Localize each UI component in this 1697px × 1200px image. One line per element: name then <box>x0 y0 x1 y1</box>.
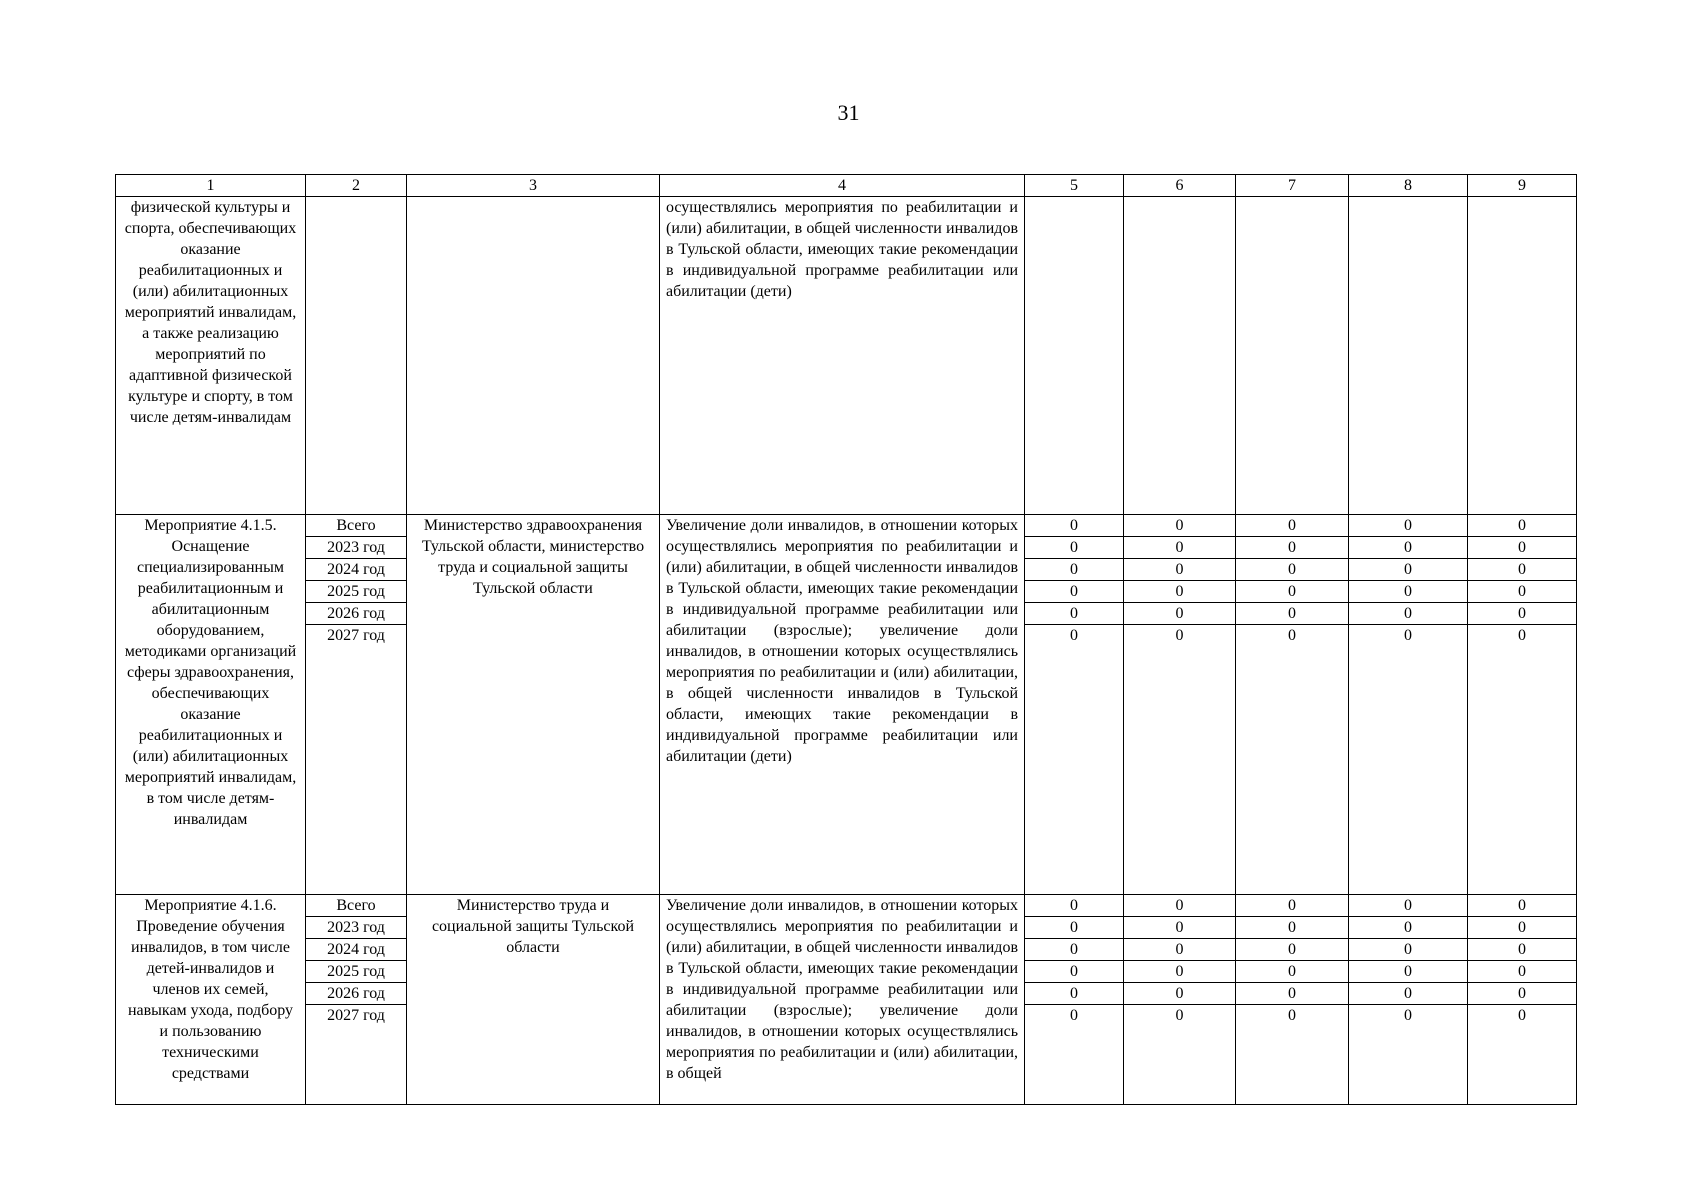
column-number: 8 <box>1349 175 1468 197</box>
indicator: Увеличение доли инвалидов, в отношении которых осуществлялись мероприятия по реабилитации и (или) абилитации, в общей численности инвалидов в Тульской области, имеющих такие рекомендации в индивидуальной программе реабилитации или абилитации (взрослые); увеличение доли инвалидов, в отношении которых осуществлялись мероприятия по реабилитации и (или) абилитации, в общей численности инвалидов в Тульской области, имеющих такие рекомендации в индивидуальной программе реабилитации или абилитации (дети) <box>660 515 1025 895</box>
value: 0 <box>1025 917 1123 939</box>
value: 0 <box>1025 559 1123 581</box>
value: 0 <box>1468 983 1576 1005</box>
value: 0 <box>1124 581 1235 603</box>
table-row <box>116 895 1577 1105</box>
value: 0 <box>1468 515 1576 537</box>
value: 0 <box>1236 515 1348 537</box>
measure-name: физической культуры и спорта, обеспечивающих оказание реабилитационных и (или) абилитационных мероприятий инвалидам, а также реализацию мероприятий по адаптивной физической культуре и спорту, в том числе детям-инвалидам <box>116 197 306 515</box>
value-cell <box>1349 895 1468 1105</box>
value: 0 <box>1236 581 1348 603</box>
value: 0 <box>1518 627 1526 644</box>
value: 0 <box>1236 939 1348 961</box>
value: 0 <box>1468 917 1576 939</box>
value-cell <box>1236 197 1349 515</box>
period-label: 2027 год <box>327 627 385 644</box>
measure-name: Мероприятие 4.1.6. Проведение обучения инвалидов, в том числе детей-инвалидов и членов их семей, навыкам ухода, подбору и пользованию техническими средствами <box>116 895 306 1105</box>
value-cell <box>1025 895 1124 1105</box>
value: 0 <box>1349 939 1467 961</box>
value: 0 <box>1468 895 1576 917</box>
indicator: Увеличение доли инвалидов, в отношении которых осуществлялись мероприятия по реабилитации и (или) абилитации, в общей численности инвалидов в Тульской области, имеющих такие рекомендации в индивидуальной программе реабилитации или абилитации (взрослые); увеличение доли инвалидов, в отношении которых осуществлялись мероприятия по реабилитации и (или) абилитации, в общей <box>660 895 1025 1105</box>
value: 0 <box>1468 559 1576 581</box>
value: 0 <box>1025 961 1123 983</box>
value: 0 <box>1025 939 1123 961</box>
period-cell <box>306 197 407 515</box>
period-cell <box>306 895 407 1105</box>
period-label: 2026 год <box>306 603 406 625</box>
value: 0 <box>1349 917 1467 939</box>
column-number: 1 <box>116 175 306 197</box>
value: 0 <box>1070 1007 1078 1024</box>
value: 0 <box>1124 961 1235 983</box>
executor: Министерство труда и социальной защиты Тульской области <box>407 895 660 1105</box>
value-cell <box>1349 197 1468 515</box>
period-label: 2025 год <box>306 961 406 983</box>
period-label: 2027 год <box>327 1007 385 1024</box>
indicator: осуществлялись мероприятия по реабилитации и (или) абилитации, в общей численности инвалидов в Тульской области, имеющих такие рекомендации в индивидуальной программе реабилитации или абилитации (дети) <box>660 197 1025 515</box>
value-cell <box>1236 515 1349 895</box>
period-label: Всего <box>306 895 406 917</box>
value-cell <box>1349 515 1468 895</box>
value-cell <box>1124 895 1236 1105</box>
column-number-row <box>116 175 1577 197</box>
value: 0 <box>1025 537 1123 559</box>
value: 0 <box>1025 983 1123 1005</box>
period-label: 2025 год <box>306 581 406 603</box>
value: 0 <box>1468 603 1576 625</box>
page-number: 31 <box>837 100 860 125</box>
value: 0 <box>1236 917 1348 939</box>
value-cell <box>1124 197 1236 515</box>
value: 0 <box>1124 939 1235 961</box>
value: 0 <box>1025 895 1123 917</box>
value: 0 <box>1236 537 1348 559</box>
value: 0 <box>1288 1007 1296 1024</box>
value: 0 <box>1124 537 1235 559</box>
value: 0 <box>1124 559 1235 581</box>
value: 0 <box>1468 939 1576 961</box>
value: 0 <box>1025 581 1123 603</box>
value-cell <box>1468 515 1577 895</box>
period-label: 2023 год <box>306 537 406 559</box>
period-cell <box>306 515 407 895</box>
value: 0 <box>1025 603 1123 625</box>
value-cell <box>1468 895 1577 1105</box>
value: 0 <box>1288 627 1296 644</box>
value: 0 <box>1349 895 1467 917</box>
value: 0 <box>1175 627 1184 644</box>
value: 0 <box>1236 559 1348 581</box>
value: 0 <box>1468 537 1576 559</box>
column-number: 9 <box>1468 175 1577 197</box>
value: 0 <box>1349 581 1467 603</box>
value: 0 <box>1124 515 1235 537</box>
executor: Министерство здравоохранения Тульской области, министерство труда и социальной защиты Тульской области <box>407 515 660 895</box>
period-label: Всего <box>306 515 406 537</box>
period-label: 2024 год <box>306 559 406 581</box>
column-number: 6 <box>1124 175 1236 197</box>
column-number: 4 <box>660 175 1025 197</box>
value: 0 <box>1349 559 1467 581</box>
value: 0 <box>1349 983 1467 1005</box>
value: 0 <box>1124 917 1235 939</box>
value: 0 <box>1468 961 1576 983</box>
column-number: 2 <box>306 175 407 197</box>
value: 0 <box>1236 603 1348 625</box>
value: 0 <box>1468 581 1576 603</box>
measure-name: Мероприятие 4.1.5. Оснащение специализированным реабилитационным и абилитационным оборудованием, методиками организаций сферы здравоохранения, обеспечивающих оказание реабилитационных и (или) абилитационных мероприятий инвалидам, в том числе детям-инвалидам <box>116 515 306 895</box>
table-row <box>116 197 1577 515</box>
value: 0 <box>1124 895 1235 917</box>
value-cell <box>1025 515 1124 895</box>
value: 0 <box>1070 627 1078 644</box>
column-number: 5 <box>1025 175 1124 197</box>
period-label: 2026 год <box>306 983 406 1005</box>
value: 0 <box>1349 537 1467 559</box>
value: 0 <box>1349 961 1467 983</box>
period-label: 2024 год <box>306 939 406 961</box>
table-row <box>116 515 1577 895</box>
value: 0 <box>1349 603 1467 625</box>
column-number: 3 <box>407 175 660 197</box>
value: 0 <box>1404 627 1412 644</box>
value: 0 <box>1236 983 1348 1005</box>
value: 0 <box>1349 515 1467 537</box>
program-table <box>115 174 1577 1105</box>
value: 0 <box>1025 515 1123 537</box>
period-label: 2023 год <box>306 917 406 939</box>
column-number: 7 <box>1236 175 1349 197</box>
value-cell <box>1124 515 1236 895</box>
value: 0 <box>1124 983 1235 1005</box>
value: 0 <box>1124 603 1235 625</box>
value: 0 <box>1236 895 1348 917</box>
value-cell <box>1236 895 1349 1105</box>
value: 0 <box>1404 1007 1412 1024</box>
value: 0 <box>1518 1007 1526 1024</box>
value-cell <box>1468 197 1577 515</box>
executor <box>407 197 660 515</box>
value: 0 <box>1175 1007 1184 1024</box>
value-cell <box>1025 197 1124 515</box>
value: 0 <box>1236 961 1348 983</box>
